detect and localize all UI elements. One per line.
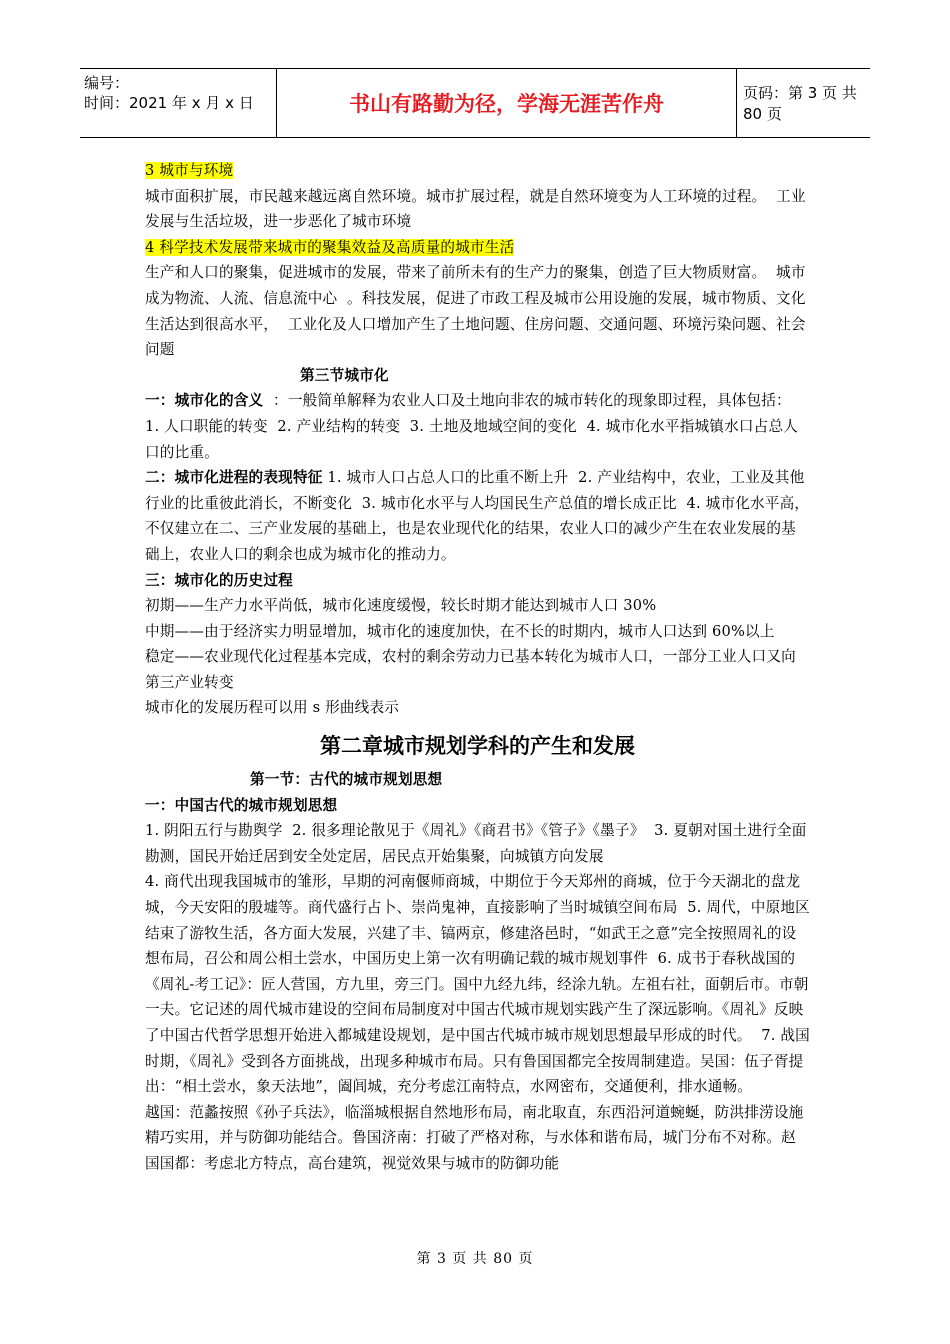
doc-number-label: 编号： <box>84 74 130 92</box>
paragraph-tech-development: 生产和人口的聚集，促进城市的发展，带来了前所未有的生产力的聚集，创造了巨大物质财富。 城市成为物流、人流、信息流中心 。科技发展，促进了市政工程及城市公用设施的发展，城市物质、文化生活达到很高水平， 工业化及人口增加产生了土地问题、住房问题、交通问题、环境污染问题、社会问题 <box>145 264 806 359</box>
paragraph-ancient-2: 4. 商代出现我国城市的雏形，早期的河南偃师商城，中期位于今天郑州的商城，位于今天湖北的盘龙城，今天安阳的殷墟等。商代盛行占卜、崇尚鬼神，直接影响了当时城镇空间布局 5. 周代，中原地区结束了游牧生活，各方面大发展，兴建了丰、镐两京，修建洛邑时，“如武王之意”完全按照周礼的设想布局，召公和周公相土尝水，中国历史上第一次有明确记载的城市规划事件 6. 成书于春秋战国的《周礼-考工记》：匠人营国，方九里，旁三门。国中九经九纬，经涂九轨。左祖右社，面朝后市。市朝一夫。它记述的周代城市建设的空间布局制度对中国古代城市规划实践产生了深远影响。《周礼》反映了中国古代哲学思想开始进入都城建设规划，是中国古代城市城市规划思想最早形成的时代。 7. 战国时期，《周礼》受到各方面挑战，出现多种城市布局。只有鲁国国都完全按周制建造。吴国：伍子胥提出：“相土尝水，象天法地”，阖闾城，充分考虑江南特点，水网密布，交通便利，排水通畅。 <box>145 873 810 1096</box>
label-urbanization-history: 三：城市化的历史过程 <box>145 571 293 589</box>
paragraph-history-curve: 城市化的发展历程可以用 s 形曲线表示 <box>145 699 400 717</box>
text-urbanization-definition: ：一般简单解释为农业人口及土地向非农的城市转化的现象即过程，具体包括： 1. 人口职能的转变 2. 产业结构的转变 3. 土地及地域空间的变化 4. 城市化水平指城镇水口占总人口的比重。 <box>145 392 801 461</box>
header-meta <box>80 69 277 137</box>
paragraph-urbanization-definition <box>145 388 810 465</box>
doc-time-label: 时间：2021 年 x 月 x 日 <box>84 94 254 112</box>
footer-page-number: 第 3 页 共 80 页 <box>416 1251 534 1267</box>
heading-tech-development: 4 科学技术发展带来城市的聚集效益及高质量的城市生活 <box>145 238 515 256</box>
paragraph-history-stable: 稳定——农业现代化过程基本完成，农村的剩余劳动力已基本转化为城市人口，一部分工业人口又向第三产业转变 <box>145 648 796 691</box>
document-body <box>145 158 810 1177</box>
paragraph-ancient-3: 越国：范蠡按照《孙子兵法》，临淄城根据自然地形布局，南北取直，东西沿河道蜿蜒，防洪排涝设施精巧实用，并与防御功能结合。鲁国济南：打破了严格对称，与水体和谐布局，城门分布不对称。赵国国都：考虑北方特点，高台建筑，视觉效果与城市的防御功能 <box>145 1103 804 1172</box>
page-header <box>80 68 870 138</box>
paragraph-history-early: 初期——生产力水平尚低，城市化速度缓慢，较长时期才能达到城市人口 30% <box>145 597 657 615</box>
heading-city-environment: 3 城市与环境 <box>145 162 234 179</box>
header-page-info <box>737 69 870 137</box>
section-title-urbanization: 第三节城市化 <box>300 366 389 384</box>
header-motto <box>277 69 737 137</box>
paragraph-city-environment: 城市面积扩展，市民越来越远离自然环境。城市扩展过程，就是自然环境变为人工环境的过程。 工业发展与生活垃圾，进一步恶化了城市环境 <box>145 187 806 231</box>
paragraph-urbanization-features <box>145 465 810 567</box>
section-title-ancient-planning: 第一节：古代的城市规划思想 <box>250 771 443 789</box>
text-urbanization-features: 1. 城市人口占总人口的比重不断上升 2. 产业结构中，农业，工业及其他行业的比重彼此消长，不断变化 3. 城市化水平与人均国民生产总值的增长成正比 4. 城市化水平高，不仅建立在二、三产业发展的基础上，也是农业现代化的结果，农业人口的减少产生在农业发展的基础上，农业人口的剩余也成为城市化的推动力。 <box>145 469 810 563</box>
page-info-text: 页码：第 3 页 共 80 页 <box>743 84 857 123</box>
paragraph-ancient-1: 1. 阴阳五行与勘舆学 2. 很多理论散见于《周礼》《商君书》《管子》《墨子》 3. 夏朝对国土进行全面勘测，国民开始迁居到安全处定居，居民点开始集聚，向城镇方向发展 <box>145 822 807 865</box>
paragraph-history-middle: 中期——由于经济实力明显增加，城市化的速度加快，在不长的时期内，城市人口达到 60%以上 <box>145 622 775 640</box>
label-urbanization-features: 二：城市化进程的表现特征 <box>145 469 323 487</box>
chapter-title: 第二章城市规划学科的产生和发展 <box>320 734 635 759</box>
label-urbanization-definition: 一：城市化的含义 <box>145 392 264 410</box>
label-chinese-ancient-planning: 一：中国古代的城市规划思想 <box>145 796 338 814</box>
motto-text: 书山有路勤为径，学海无涯苦作舟 <box>349 92 664 116</box>
page-footer <box>0 1248 950 1268</box>
